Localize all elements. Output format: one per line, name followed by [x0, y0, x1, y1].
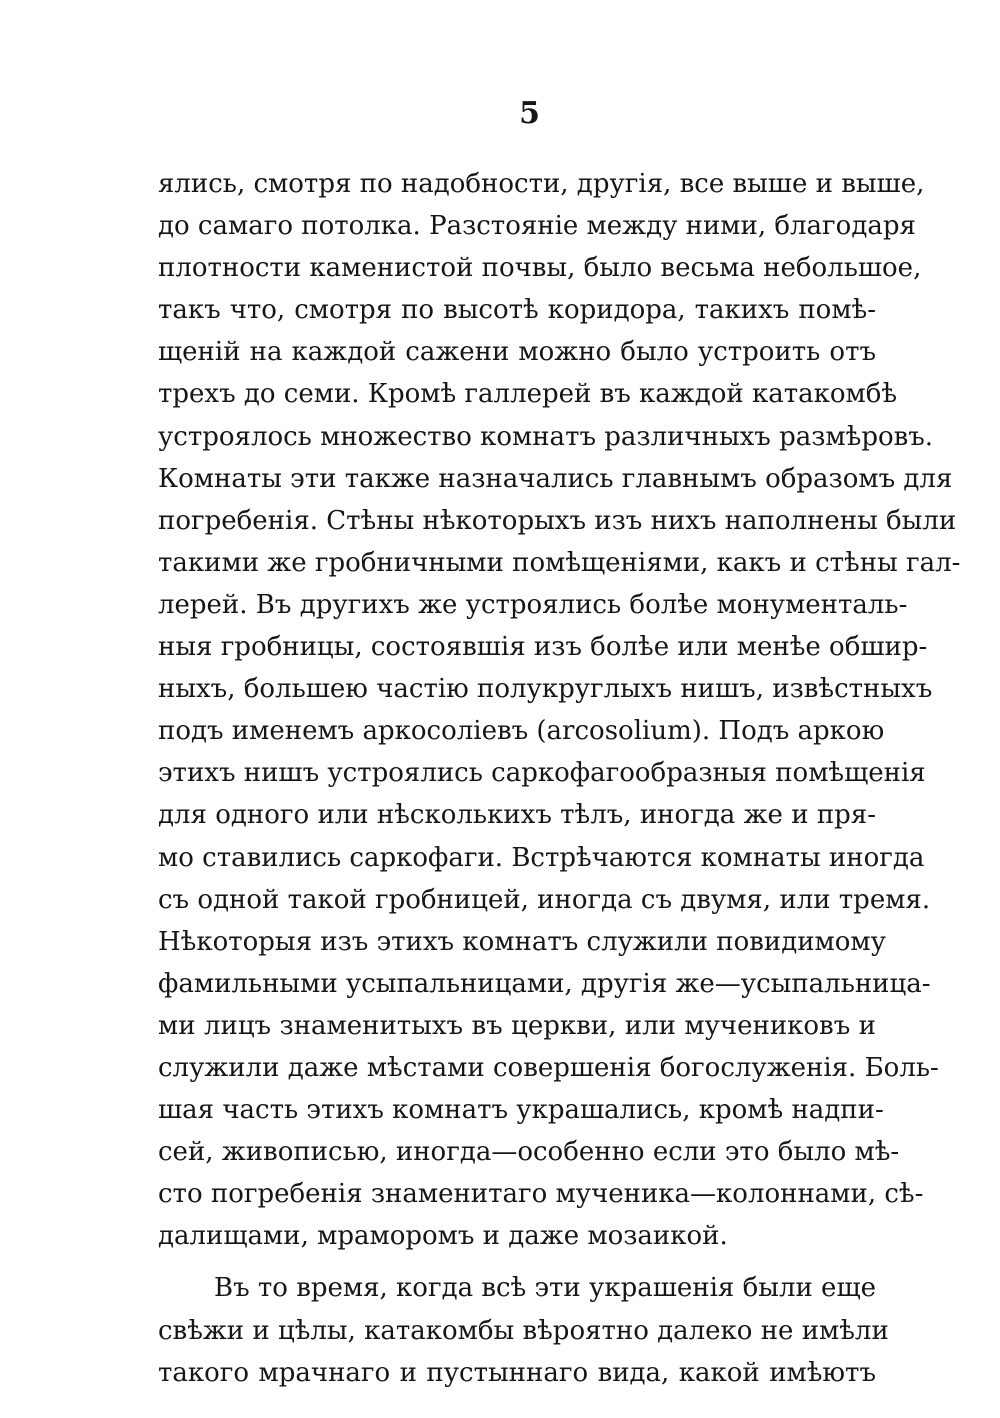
text-line: трехъ до семи. Кромѣ галлерей въ каждой катакомбѣ: [158, 379, 898, 410]
text-line: лерей. Въ другихъ же устроялись болѣе монументаль-: [158, 589, 908, 620]
text-line: этихъ нишъ устроялись саркофагообразныя помѣщенія: [158, 758, 926, 789]
page-number: 5: [519, 96, 541, 131]
text-line: до самаго потолка. Разстояніе между ними, благодаря: [158, 211, 916, 242]
text-line: фамильными усыпальницами, другія же—усыпальница-: [158, 968, 931, 999]
text-line: шая часть этихъ комнатъ украшались, кромѣ надпи-: [158, 1095, 884, 1126]
paragraph: [158, 1267, 889, 1393]
text-line: ныхъ, большею частію полукруглыхъ нишъ, извѣстныхъ: [158, 674, 933, 705]
text-line: такими же гробничными помѣщеніями, какъ и стѣны гал-: [158, 547, 961, 578]
text-line: такъ что, смотря по высотѣ коридора, такихъ помѣ-: [158, 295, 876, 326]
text-line: плотности каменистой почвы, было весьма небольшое,: [158, 253, 922, 284]
body-text: [158, 163, 961, 1394]
text-line: погребенія. Стѣны нѣкоторыхъ изъ нихъ наполнены были: [158, 505, 957, 536]
text-line: подъ именемъ аркосоліевъ (arcosolium). Подъ аркою: [158, 716, 885, 747]
text-line: ныя гробницы, состоявшія изъ болѣе или менѣе обшир-: [158, 632, 928, 663]
paragraph-gap: [158, 1257, 876, 1267]
text-line: Комнаты эти также назначались главнымъ образомъ для: [158, 463, 953, 494]
text-line: сто погребенія знаменитаго мученика—колоннами, сѣ-: [158, 1179, 924, 1210]
text-line: такого мрачнаго и пустыннаго вида, какой имѣютъ: [158, 1357, 876, 1388]
text-line: далищами, мраморомъ и даже мозаикой.: [158, 1221, 728, 1252]
text-line: Нѣкоторыя изъ этихъ комнатъ служили повидимому: [158, 926, 886, 957]
text-line: сей, живописью, иногда—особенно если это было мѣ-: [158, 1137, 900, 1168]
text-line: Въ то время, когда всѣ эти украшенія были еще: [214, 1273, 876, 1304]
paragraph: [158, 163, 961, 1257]
text-line: съ одной такой гробницей, иногда съ двумя, или тремя.: [158, 884, 931, 915]
text-line: для одного или нѣсколькихъ тѣлъ, иногда же и пря-: [158, 800, 876, 831]
text-line: устроялось множество комнатъ различныхъ размѣровъ.: [158, 421, 934, 452]
text-line: свѣжи и цѣлы, катакомбы вѣроятно далеко не имѣли: [158, 1315, 889, 1346]
text-line: служили даже мѣстами совершенія богослуженія. Боль-: [158, 1052, 939, 1083]
text-line: ми лицъ знаменитыхъ въ церкви, или мучениковъ и: [158, 1010, 876, 1041]
text-line: ялись, смотря по надобности, другія, все выше и выше,: [158, 169, 925, 199]
text-line: мо ставились саркофаги. Встрѣчаются комнаты иногда: [158, 842, 925, 873]
text-line: щеній на каждой сажени можно было устроить отъ: [158, 337, 876, 368]
